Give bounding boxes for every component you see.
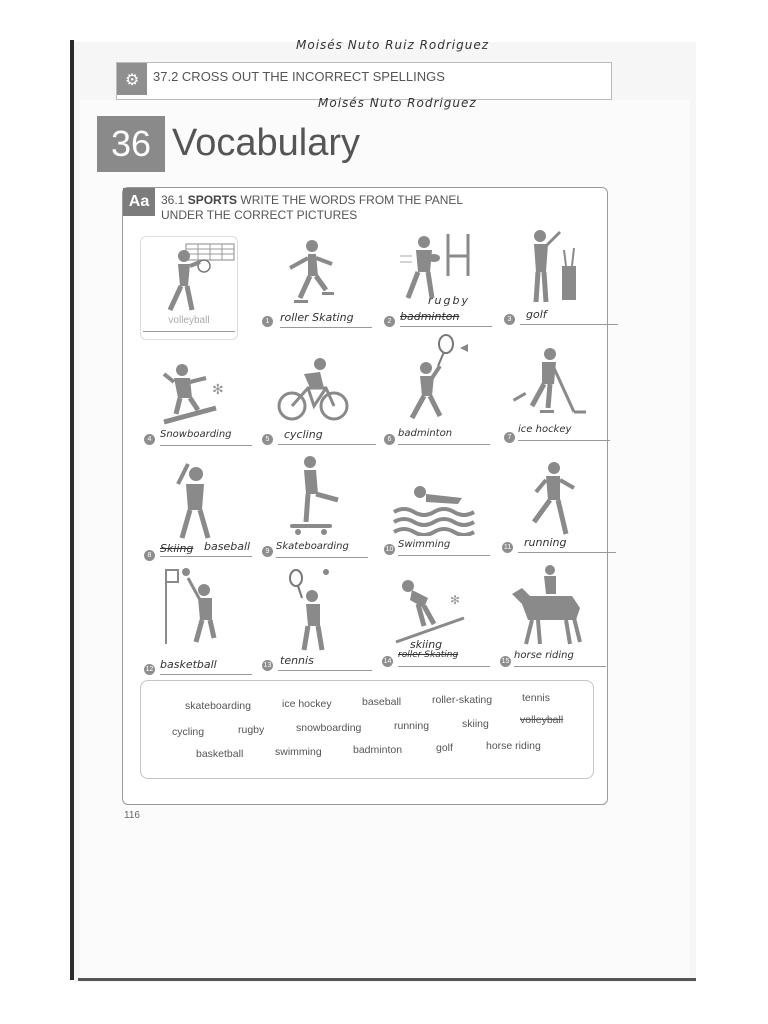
- running-icon: [524, 458, 580, 540]
- roller-skating-icon: [282, 238, 338, 310]
- word-tennis: tennis: [522, 692, 551, 704]
- item-number-11: 11: [503, 544, 512, 551]
- answer-6[interactable]: badminton: [398, 428, 490, 445]
- badminton-icon: [402, 334, 476, 424]
- word-baseball: baseball: [362, 696, 402, 708]
- item-number-12: 12: [145, 666, 154, 673]
- word-rugby: rugby: [238, 724, 265, 736]
- volleyball-pictogram: [146, 240, 236, 314]
- skiing-pictogram: [394, 576, 468, 646]
- shuttlecock-icon: [460, 344, 468, 352]
- baseball-pictogram: [168, 460, 224, 542]
- front-handwritten-name: Moisés Nuto Rodriguez: [318, 96, 477, 110]
- item-number-7: 7: [504, 432, 515, 443]
- tennis-pictogram: [286, 566, 334, 652]
- answer-11[interactable]: running: [518, 536, 616, 553]
- volleyball-icon: [146, 240, 236, 314]
- item-number-3: 3: [504, 314, 515, 325]
- golf-icon: [520, 226, 582, 306]
- word-volleyball: volleyball: [520, 714, 564, 726]
- answer-1[interactable]: roller Skating: [280, 311, 372, 328]
- item-number-10: 10: [385, 546, 394, 553]
- snowboarding-icon: [160, 360, 230, 430]
- unit-number-badge: 36: [97, 116, 165, 172]
- answer-14-crossed[interactable]: roller Skating: [398, 650, 490, 667]
- skiing-icon: [394, 576, 468, 646]
- answer-5[interactable]: cycling: [278, 428, 376, 445]
- skateboarding-pictogram: [286, 454, 350, 538]
- cycling-icon: [276, 356, 350, 426]
- item-number-6: 6: [384, 434, 395, 445]
- cycling-pictogram: [276, 356, 350, 426]
- item-number-9: 9: [262, 546, 273, 557]
- answer-15[interactable]: horse riding: [514, 650, 606, 667]
- tennis-icon: [286, 566, 334, 652]
- item-number-4: 4: [144, 434, 155, 445]
- answer-2-correction: rugby: [428, 294, 470, 307]
- answer-8-crossed: Skiing: [160, 542, 194, 555]
- snowflake-icon: ✻: [450, 593, 461, 607]
- answer-9[interactable]: Skateboarding: [276, 541, 368, 558]
- item-number-14: 14: [383, 658, 392, 665]
- swimming-pictogram: [392, 480, 476, 536]
- back-exercise-header: [116, 62, 612, 100]
- snowboarding-pictogram: [160, 360, 230, 430]
- example-answer: volleyball: [143, 315, 235, 332]
- word-roller-skating: roller-skating: [432, 694, 493, 706]
- back-handwritten-name: Moisés Nuto Ruiz Rodriguez: [296, 38, 490, 52]
- word-running: running: [394, 720, 430, 732]
- basketball-pictogram: [162, 566, 228, 648]
- answer-12[interactable]: basketball: [160, 658, 252, 675]
- word-golf: golf: [436, 742, 453, 754]
- basketball-icon: [162, 566, 228, 648]
- answer-2-crossed[interactable]: badminton: [400, 310, 492, 327]
- answer-8[interactable]: baseball: [160, 540, 252, 557]
- running-pictogram: [524, 458, 580, 540]
- word-skateboarding: skateboarding: [185, 700, 251, 712]
- word-badminton: badminton: [353, 744, 403, 756]
- answer-3[interactable]: golf: [520, 308, 618, 325]
- badminton-pictogram: [402, 334, 476, 424]
- word-snowboarding: snowboarding: [296, 722, 362, 734]
- roller-skating-pictogram: [282, 238, 338, 310]
- instruction-line-2: UNDER THE CORRECT PICTURES: [161, 208, 358, 222]
- exercise-keyword: SPORTS: [187, 193, 238, 207]
- golf-pictogram: [520, 226, 582, 306]
- page-bottom-edge: [78, 978, 696, 981]
- answer-4[interactable]: Snowboarding: [160, 429, 252, 446]
- horse-riding-icon: [508, 564, 584, 646]
- item-number-15: 15: [501, 658, 510, 665]
- word-cycling: cycling: [172, 726, 205, 738]
- aa-badge: Aa: [123, 188, 155, 216]
- item-number-8: 8: [144, 550, 155, 561]
- gear-badge: [117, 63, 147, 95]
- item-number-5: 5: [262, 434, 273, 445]
- ice-hockey-icon: [508, 346, 588, 420]
- answer-7[interactable]: ice hockey: [518, 424, 610, 441]
- word-skiing: skiing: [462, 718, 489, 730]
- word-basketball: basketball: [196, 748, 244, 760]
- item-number-13: 13: [263, 662, 272, 669]
- skateboarding-icon: [286, 454, 350, 538]
- instruction-line-1: WRITE THE WORDS FROM THE PANEL: [240, 193, 464, 207]
- horse-riding-pictogram: [508, 564, 584, 646]
- word-horse-riding: horse riding: [486, 740, 541, 752]
- back-exercise-title: 37.2 CROSS OUT THE INCORRECT SPELLINGS: [153, 69, 445, 84]
- exercise-heading: [161, 193, 463, 223]
- baseball-icon: [168, 460, 224, 542]
- unit-title: Vocabulary: [172, 122, 361, 164]
- swimming-icon: [392, 480, 476, 536]
- item-number-2: 2: [384, 316, 395, 327]
- answer-10[interactable]: Swimming: [398, 539, 490, 556]
- snowflake-icon: ✻: [212, 381, 224, 397]
- answer-14-correction: skiing: [410, 638, 443, 651]
- word-swimming: swimming: [275, 746, 322, 758]
- ice-hockey-pictogram: [508, 346, 588, 420]
- item-number-1: 1: [262, 316, 273, 327]
- page-number: 116: [124, 810, 140, 821]
- answer-13[interactable]: tennis: [278, 654, 372, 671]
- word-ice-hockey: ice hockey: [282, 698, 332, 710]
- gear-icon: ⚙: [125, 72, 140, 89]
- exercise-number: 36.1: [161, 193, 185, 207]
